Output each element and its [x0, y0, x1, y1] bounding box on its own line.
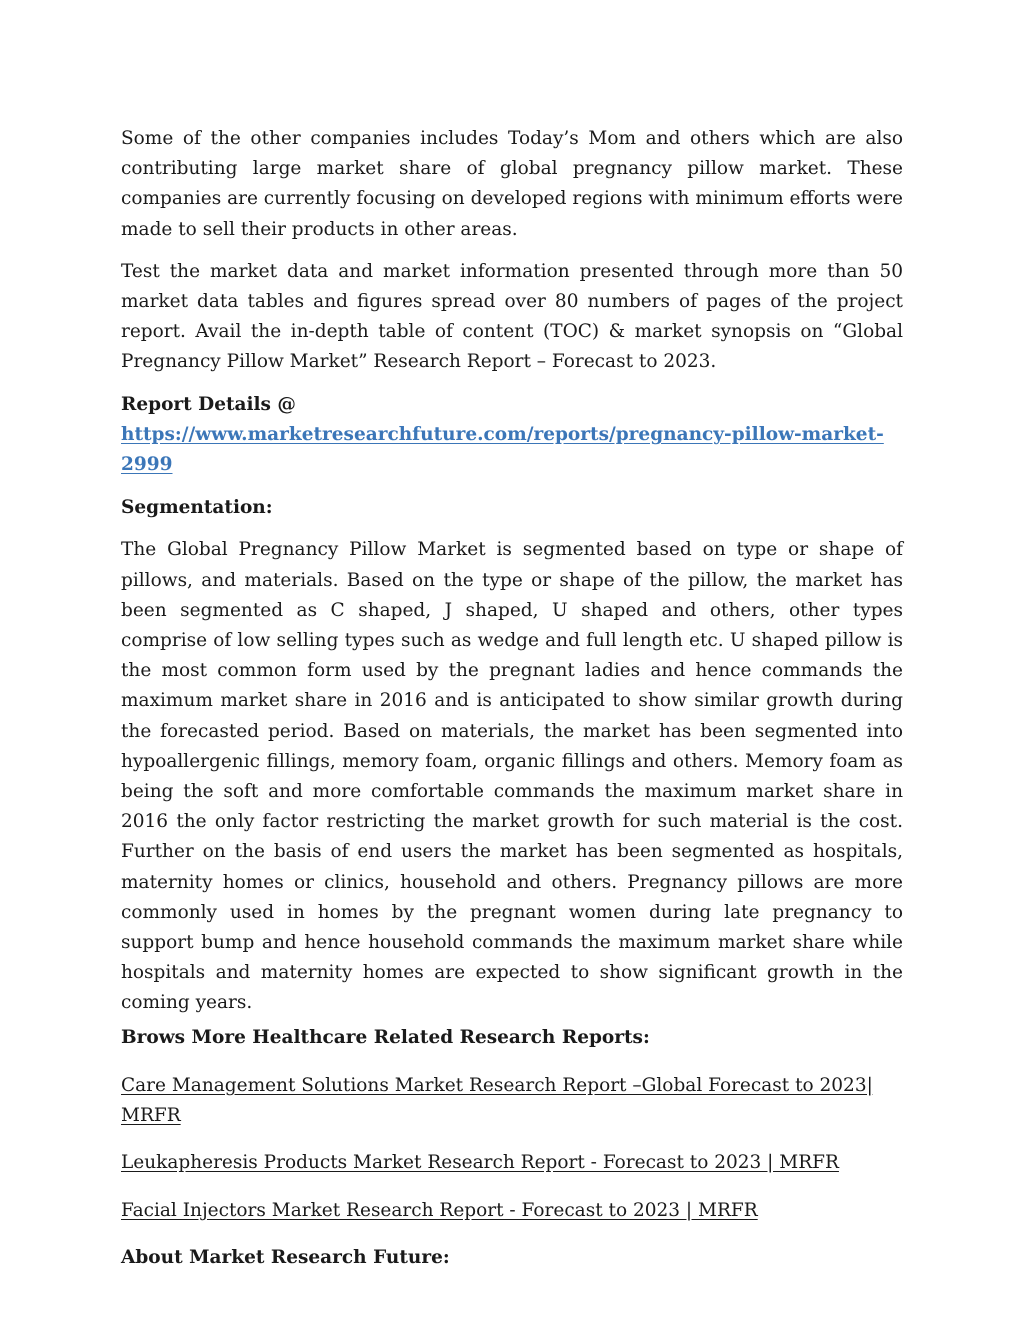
- document-page: [121, 124, 903, 1273]
- report-details-label: Report Details @: [121, 393, 296, 415]
- paragraph-other-companies: Some of the other companies includes Today’s Mom and others which are also contributing large market share of global pregnancy pillow market. These companies are currently focusing on developed regions with minimum efforts were made to sell their products in other areas.: [121, 128, 903, 240]
- segmentation-heading: Segmentation:: [121, 497, 273, 519]
- related-report-link-leukapheresis[interactable]: Leukapheresis Products Market Research Report - Forecast to 2023 | MRFR: [121, 1152, 839, 1174]
- about-heading: About Market Research Future:: [121, 1246, 450, 1268]
- paragraph-market-data: Test the market data and market information presented through more than 50 market data tables and figures spread over 80 numbers of pages of the project report. Avail the in-depth table of content (TOC) & market synopsis on “Global Pregnancy Pillow Market” Research Report – Forecast to 2023.: [121, 260, 903, 373]
- related-report-link-care-management[interactable]: Care Management Solutions Market Research Report –Global Forecast to 2023| MRFR: [121, 1074, 873, 1127]
- related-reports-heading: Brows More Healthcare Related Research Reports:: [121, 1026, 650, 1048]
- report-details: [121, 390, 903, 481]
- related-report-link-facial-injectors[interactable]: Facial Injectors Market Research Report - Forecast to 2023 | MRFR: [121, 1199, 758, 1221]
- paragraph-segmentation: The Global Pregnancy Pillow Market is segmented based on type or shape of pillows, and materials. Based on the type or shape of the pillow, the market has been segmented as C shaped, J shaped, U shaped and others, other types comprise of low selling types such as wedge and full length etc. U shaped pillow is the most common form used by the pregnant ladies and hence commands the maximum market share in 2016 and is anticipated to show similar growth during the forecasted period. Based on materials, the market has been segmented into hypoallergenic fillings, memory foam, organic fillings and others. Memory foam as being the soft and more comfortable commands the maximum market share in 2016 the only factor restricting the market growth for such material is the cost. Further on the basis of end users the market has been segmented as hospitals, maternity homes or clinics, household and others. Pregnancy pillows are more commonly used in homes by the pregnant women during late pregnancy to support bump and hence household commands the maximum market share while hospitals and maternity homes are expected to show significant growth in the coming years.: [121, 539, 903, 1014]
- report-details-link[interactable]: https://www.marketresearchfuture.com/reports/pregnancy-pillow-market-2999: [121, 423, 884, 476]
